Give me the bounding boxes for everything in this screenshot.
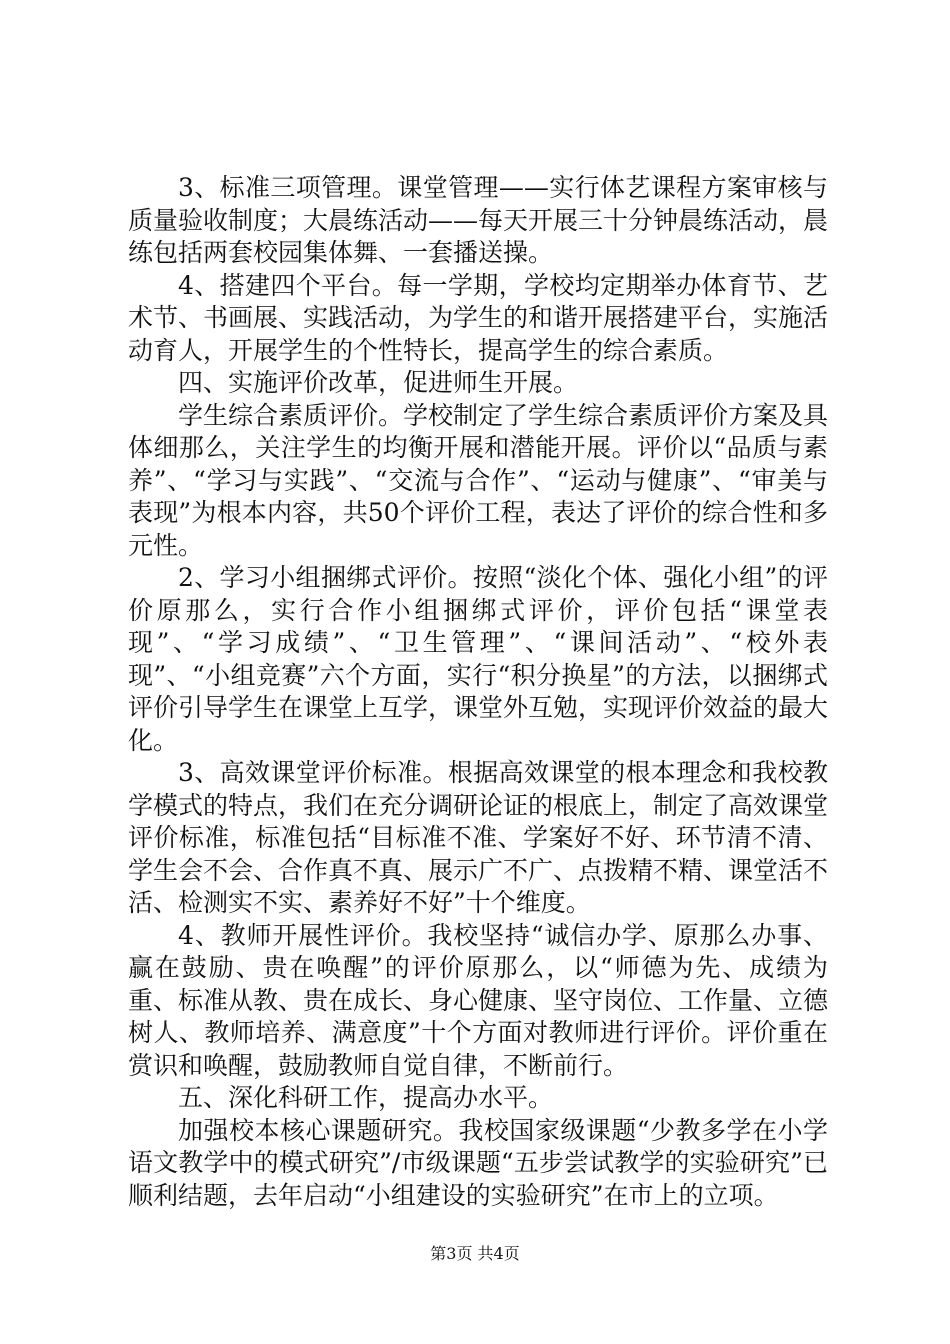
paragraph-2: 4、搭建四个平台。每一学期，学校均定期举办体育节、艺术节、书画展、实践活动，为学生的和谐开展搭建平台，实施活动育人，开展学生的个性特长，提高学生的综合素质。: [128, 270, 829, 365]
paragraph-7: 加强校本核心课题研究。我校国家级课题“少教多学在小学语文教学中的模式研究”/市级课题“五步尝试教学的实验研究”已顺利结题，去年启动“小组建设的实验研究”在市上的立项。: [128, 1115, 828, 1210]
paragraph-5: 3、高效课堂评价标准。根据高效课堂的根本理念和我校教学模式的特点，我们在充分调研论证的根底上，制定了高效课堂评价标准，标准包括“目标准不准、学案好不好、环节清不清、学生会不会、合作真不真、展示广不广、点拨精不精、课堂活不活、检测实不实、素养好不好”十个维度。: [128, 758, 829, 917]
section-heading-4: 四、实施评价改革，促进师生开展。: [178, 368, 579, 397]
section-heading-5: 五、深化科研工作，提高办水平。: [178, 1083, 554, 1112]
paragraph-6: 4、教师开展性评价。我校坚持“诚信办学、原那么办事、赢在鼓励、贵在唤醒”的评价原那么，以“师德为先、成绩为重、标准从教、贵在成长、身心健康、坚守岗位、工作量、立德树人、教师培养、满意度”十个方面对教师进行评价。评价重在赏识和唤醒，鼓励教师自觉自律，不断前行。: [128, 920, 829, 1080]
paragraph-4: 2、学习小组捆绑式评价。按照“淡化个体、强化小组”的评价原那么，实行合作小组捆绑式评价，评价包括“课堂表现”、“学习成绩”、“卫生管理”、“课间活动”、“校外表现”、“小组竞赛”六个方面，实行“积分换星”的方法，以捆绑式评价引导学生在课堂上互学，课堂外互勉，实现评价效益的最大化。: [128, 563, 829, 755]
paragraph-1: 3、标准三项管理。课堂管理——实行体艺课程方案审核与质量验收制度；大晨练活动——每天开展三十分钟晨练活动，晨练包括两套校园集体舞、一套播送操。: [128, 173, 829, 267]
page-number: 第3页 共4页: [430, 1244, 520, 1263]
body-text: [128, 172, 828, 1212]
paragraph-3: 学生综合素质评价。学校制定了学生综合素质评价方案及具体细那么，关注学生的均衡开展和潜能开展。评价以“品质与素养”、“学习与实践”、“交流与合作”、“运动与健康”、“审美与表现”为根本内容，共50个评价工程，表达了评价的综合性和多元性。: [128, 400, 829, 560]
